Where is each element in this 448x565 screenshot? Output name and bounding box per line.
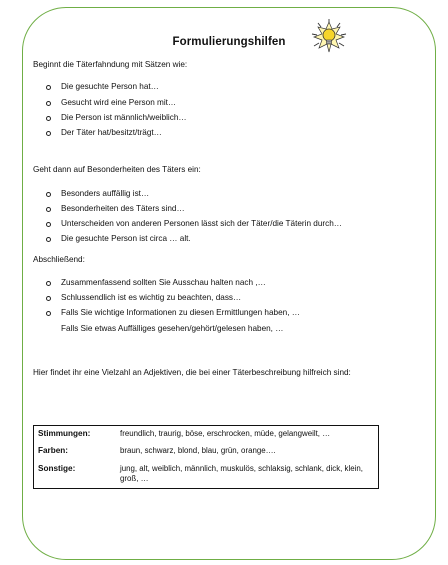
list-item: Falls Sie wichtige Informationen zu diesen Ermittlungen haben, … bbox=[33, 308, 383, 318]
bullet-icon bbox=[46, 192, 51, 197]
list-item: Die Person ist männlich/weiblich… bbox=[33, 113, 383, 123]
section3-list bbox=[33, 278, 383, 334]
table-row-label: Stimmungen: bbox=[38, 429, 91, 438]
section2-list bbox=[33, 189, 383, 245]
bullet-icon bbox=[46, 131, 51, 136]
bullet-icon bbox=[46, 85, 51, 90]
bullet-icon bbox=[46, 281, 51, 286]
bullet-icon bbox=[46, 311, 51, 316]
table-row-value: jung, alt, weiblich, männlich, muskulös, schlaksig, schlank, dick, klein, groß, … bbox=[120, 463, 363, 483]
list-item: Die gesuchte Person ist circa … alt. bbox=[33, 234, 383, 244]
adjectives-intro: Hier findet ihr eine Vielzahl an Adjektiven, die bei einer Täterbeschreibung hilfreich sind: bbox=[33, 367, 351, 377]
table-row bbox=[38, 429, 374, 439]
list-item: Gesucht wird eine Person mit… bbox=[33, 98, 383, 108]
bullet-icon bbox=[46, 222, 51, 227]
document-body bbox=[33, 60, 383, 379]
table-row bbox=[38, 464, 374, 485]
adjectives-table bbox=[33, 425, 379, 489]
page-title: Formulierungshilfen bbox=[172, 36, 286, 48]
list-item: Schlussendlich ist es wichtig zu beachten, dass… bbox=[33, 293, 383, 303]
lightbulb-icon bbox=[310, 18, 348, 56]
section3-intro: Abschließend: bbox=[33, 254, 85, 264]
bullet-icon bbox=[46, 237, 51, 242]
bullet-icon bbox=[46, 296, 51, 301]
list-item: Besonders auffällig ist… bbox=[33, 189, 383, 199]
list-item: Besonderheiten des Täters sind… bbox=[33, 204, 383, 214]
list-item: Unterscheiden von anderen Personen lässt sich der Täter/die Täterin durch… bbox=[33, 219, 383, 229]
section1-intro: Beginnt die Täterfahndung mit Sätzen wie: bbox=[33, 60, 188, 69]
bullet-icon bbox=[46, 207, 51, 212]
table-row-label: Sonstige: bbox=[38, 463, 76, 473]
list-item: Der Täter hat/besitzt/trägt… bbox=[33, 128, 383, 138]
bullet-icon bbox=[46, 101, 51, 106]
table-row-value: braun, schwarz, blond, blau, grün, orange…. bbox=[120, 446, 276, 456]
table-row-value: freundlich, traurig, böse, erschrocken, müde, gelangweilt, … bbox=[120, 429, 331, 438]
table-row bbox=[38, 446, 374, 456]
section2-intro: Geht dann auf Besonderheiten des Täters ein: bbox=[33, 165, 201, 175]
list-item: Zusammenfassend sollten Sie Ausschau halten nach ,… bbox=[33, 278, 383, 288]
table-row-label: Farben: bbox=[38, 446, 69, 456]
list-item-continuation: Falls Sie etwas Auffälliges gesehen/gehört/gelesen haben, … bbox=[61, 323, 284, 333]
list-item: Die gesuchte Person hat… bbox=[33, 82, 383, 92]
section1-list bbox=[33, 82, 383, 138]
bullet-icon bbox=[46, 116, 51, 121]
